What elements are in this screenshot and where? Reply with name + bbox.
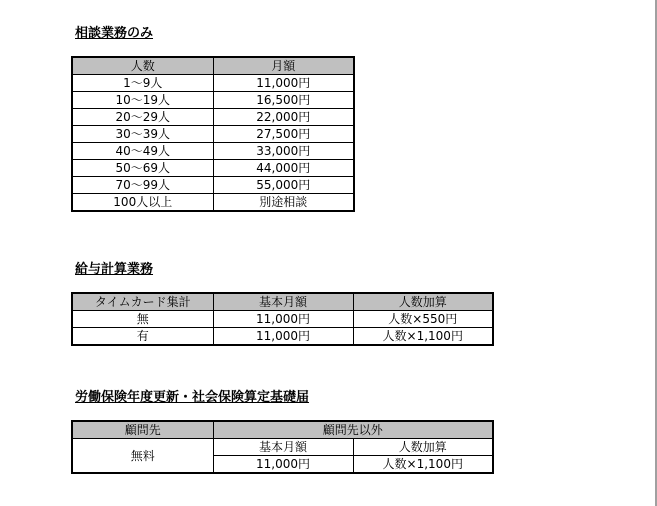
header-client: 顧問先: [72, 421, 213, 439]
insurance-fee-table: [71, 420, 494, 474]
headcount-cell: 30～39人: [72, 126, 213, 143]
payroll-heading: 給与計算業務: [75, 262, 154, 277]
headcount-cell: 50～69人: [72, 160, 213, 177]
insurance-heading: 労働保険年度更新・社会保険算定基礎届: [75, 390, 310, 405]
header-non-client: 顧問先以外: [213, 421, 493, 439]
non-client-base-fee-cell: 11,000円: [213, 456, 353, 474]
timecard-cell: 無: [72, 311, 213, 328]
table-row: [72, 126, 354, 143]
base-fee-cell: 11,000円: [213, 311, 353, 328]
headcount-cell: 70～99人: [72, 177, 213, 194]
table-row: [72, 92, 354, 109]
fee-cell: 16,500円: [213, 92, 354, 109]
headcount-cell: 10～19人: [72, 92, 213, 109]
fee-cell: 27,500円: [213, 126, 354, 143]
payroll-fee-table: [71, 292, 494, 346]
header-monthly-fee: 月額: [213, 57, 354, 75]
headcount-cell: 100人以上: [72, 194, 213, 212]
fee-cell: 22,000円: [213, 109, 354, 126]
table-header-row: [72, 293, 493, 311]
timecard-cell: 有: [72, 328, 213, 346]
addition-cell: 人数×550円: [353, 311, 493, 328]
table-row: [72, 194, 354, 212]
header-headcount: 人数: [72, 57, 213, 75]
base-fee-cell: 11,000円: [213, 328, 353, 346]
fee-cell: 44,000円: [213, 160, 354, 177]
sub-header-headcount-addition: 人数加算: [353, 439, 493, 456]
consulting-fee-table: [71, 56, 355, 212]
table-row: [72, 177, 354, 194]
addition-cell: 人数×1,100円: [353, 328, 493, 346]
header-base-fee: 基本月額: [213, 293, 353, 311]
table-row: [72, 439, 493, 456]
table-row: [72, 109, 354, 126]
fee-cell: 別途相談: [213, 194, 354, 212]
headcount-cell: 1～9人: [72, 75, 213, 92]
non-client-addition-cell: 人数×1,100円: [353, 456, 493, 474]
table-row: [72, 160, 354, 177]
consulting-heading: 相談業務のみ: [75, 26, 154, 41]
fee-cell: 11,000円: [213, 75, 354, 92]
headcount-cell: 20～29人: [72, 109, 213, 126]
client-fee-cell: 無料: [72, 439, 213, 474]
table-row: [72, 328, 493, 346]
sub-header-base-fee: 基本月額: [213, 439, 353, 456]
table-header-row: [72, 421, 493, 439]
table-row: [72, 75, 354, 92]
headcount-cell: 40～49人: [72, 143, 213, 160]
header-headcount-addition: 人数加算: [353, 293, 493, 311]
header-timecard: タイムカード集計: [72, 293, 213, 311]
table-row: [72, 311, 493, 328]
table-header-row: [72, 57, 354, 75]
fee-cell: 55,000円: [213, 177, 354, 194]
fee-cell: 33,000円: [213, 143, 354, 160]
table-row: [72, 143, 354, 160]
